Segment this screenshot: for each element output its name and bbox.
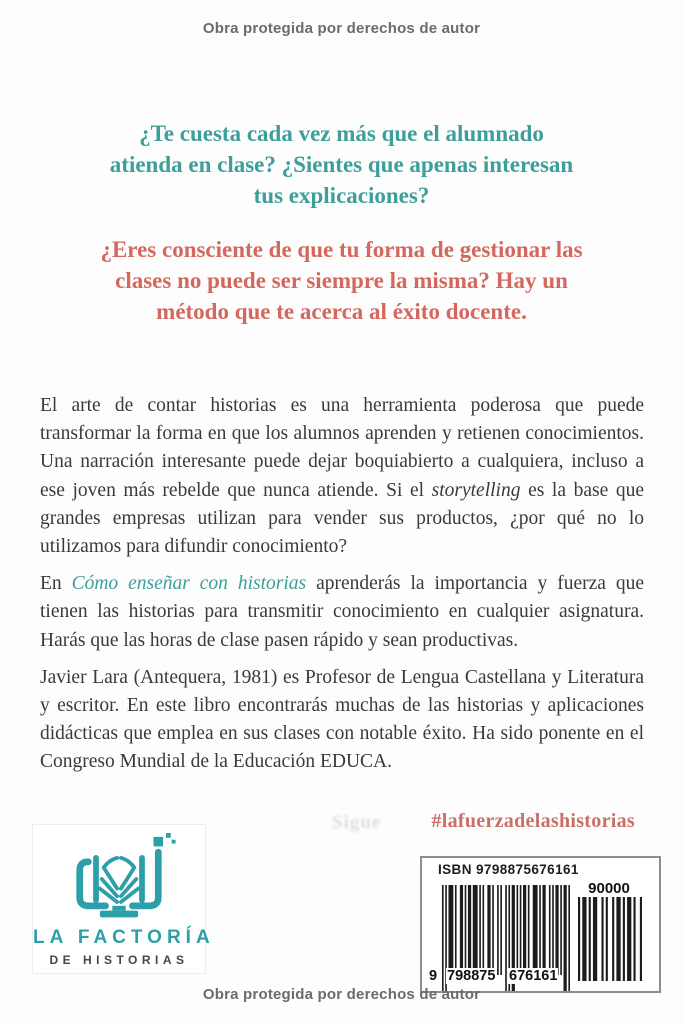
barcode-panel <box>420 856 661 993</box>
heading-line: atienda en clase? ¿Sientes que apenas interesan <box>109 152 574 177</box>
publisher-subtitle: DE HISTORIAS <box>49 953 189 967</box>
faint-watermark-text: Sigue <box>332 812 382 833</box>
barcode-digit-group: 9 <box>429 968 438 984</box>
publisher-name: LA FACTORÍA <box>33 927 215 948</box>
book-pitch-paragraph <box>40 570 644 655</box>
publisher-logo <box>32 824 215 974</box>
copyright-banner-bottom: Obra protegida por derechos de autor <box>202 986 481 1003</box>
book-title-inline: Cómo enseñar con historias <box>71 573 307 595</box>
paragraph-text: aprenderás la importancia y fuerza que tienen las historias para transmitir conocimiento en cualquier asignatura. Harás que las horas de clase pasen rápido y sean productivas. <box>40 573 644 651</box>
author-bio-paragraph <box>40 664 644 777</box>
question-heading-secondary <box>40 234 643 327</box>
heading-line: ¿Te cuesta cada vez más que el alumnado <box>139 121 544 146</box>
hashtag-text: #lafuerzadelashistorias <box>431 810 635 832</box>
paragraph-text: En <box>40 573 72 595</box>
open-book-icon <box>55 833 183 925</box>
supplement-barcode <box>578 897 642 981</box>
synopsis-block <box>40 392 644 786</box>
isbn-label: ISBN 9798875676161 <box>438 862 579 877</box>
synopsis-paragraph <box>40 392 644 561</box>
barcode-digit-group: 798875 <box>447 968 496 984</box>
barcode-digit-group: 676161 <box>509 968 558 984</box>
question-heading-primary <box>40 118 643 211</box>
copyright-banner-top: Obra protegida por derechos de autor <box>202 20 481 37</box>
paragraph-text: Javier Lara (Antequera, 1981) es Profesor de Lengua Castellana y Literatura y escritor. En este libro encontrarás muchas de las historias y aplicaciones didácticas que emplea en sus clases con notable éxito. Ha sido ponente en el Congreso Mundial de la Educación EDUCA. <box>40 666 644 773</box>
storytelling-term: storytelling <box>431 479 521 501</box>
heading-line: ¿Eres consciente de que tu forma de gestionar las <box>100 237 583 262</box>
supplement-price-label: 90000 <box>588 880 630 897</box>
heading-line: clases no puede ser siempre la misma? Hay un <box>115 268 568 293</box>
paragraph-text: es la base que grandes empresas utilizan para vender sus productos, ¿por qué no lo utilizamos para difundir conocimiento? <box>40 479 644 558</box>
heading-line: tus explicaciones? <box>253 183 430 208</box>
heading-line: método que te acerca al éxito docente. <box>156 299 527 324</box>
paragraph-text: El arte de contar historias es una herramienta poderosa que puede transformar la forma en que los alumnos aprenden y retienen conocimientos. Una narración interesante puede dejar boquiabierto a cualquiera, incluso a ese joven más rebelde que nunca atiende. Si el <box>40 395 644 501</box>
